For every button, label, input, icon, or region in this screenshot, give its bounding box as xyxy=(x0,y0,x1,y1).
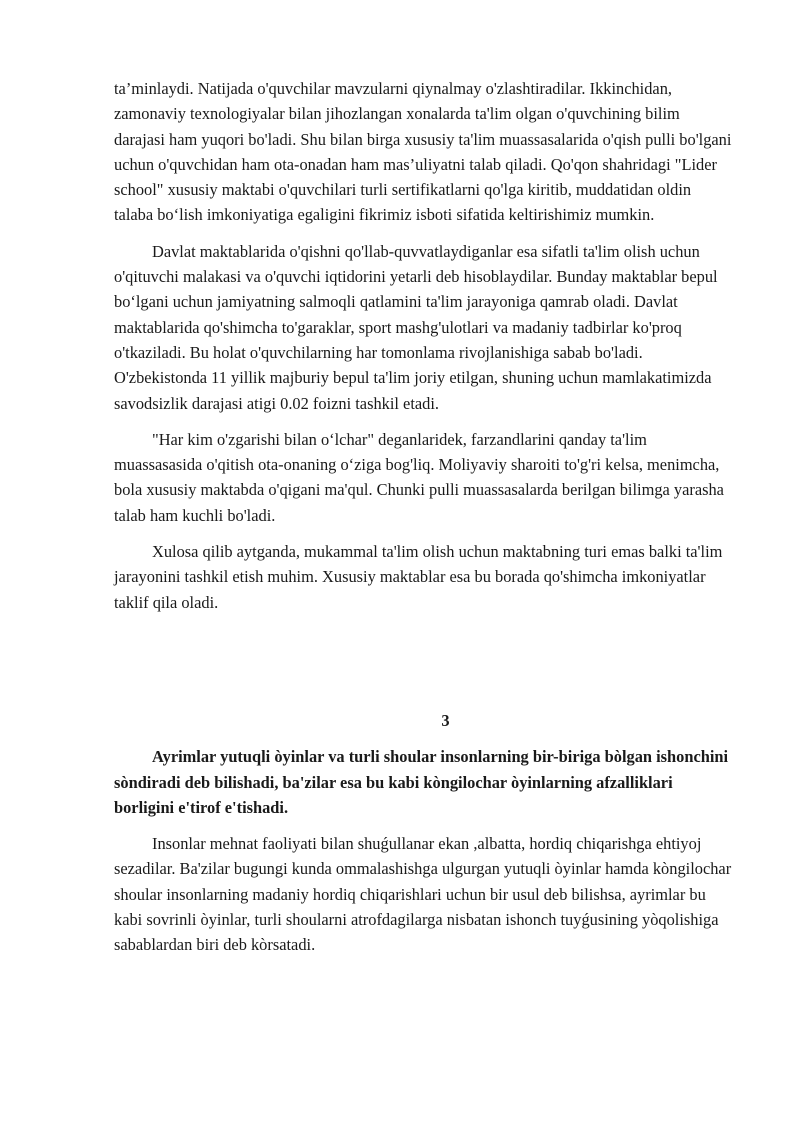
paragraph-2: Davlat maktablarida o'qishni qo'llab-quvvatlaydiganlar esa sifatli ta'lim olish uchun o'qituvchi malakasi va o'quvchi iqtidorini yetarli deb hisoblaydilar. Bunday maktablar bepul bo‘lgani uchun jamiyatning salmoqli qatlamini ta'lim jarayoniga qamrab oladi. Davlat maktablarida qo'shimcha to'garaklar, sport mashg'ulotlari va madaniy tadbirlar ko'proq o'tkaziladi. Bu holat o'quvchilarning har tomonlama rivojlanishiga sabab bo'ladi. O'zbekistonda 11 yillik majburiy bepul ta'lim joriy etilgan, shuning uchun mamlakatimizda savodsizlik darajasi atigi 0.02 foizni tashkil etadi. xyxy=(114,241,718,413)
paragraph-5: Insonlar mehnat faoliyati bilan shuǵullanar ekan ,albatta, hordiq chiqarishga ehtiyoj sezadilar. Ba'zilar bugungi kunda ommalashishga ulgurgan yutuqli òyinlar hamda kòngilochar shoular insonlarning madaniy hordiq chiqarishlari uchun bir usul deb bilishsa, ayrimlar bu kabi sovrinli òyinlar, turli shoularni atrofdagilarga nisbatan ishonch tuyǵusining yòqolishiga sabablardan biri deb kòrsatadi. xyxy=(114,834,732,955)
paragraph-4: Xulosa qilib aytganda, mukammal ta'lim olish uchun maktabning turi emas balki ta'lim jarayonini tashkil etish muhim. Xususiy maktablar esa bu borada qo'shimcha imkoniyatlar taklif qila oladi. xyxy=(114,542,723,612)
section-heading: Ayrimlar yutuqli òyinlar va turli shoular insonlarning bir-biriga bòlgan ishonchini sòndiradi deb bilishadi, ba'zilar esa bu kabi kòngilochar òyinlarning afzalliklari borligini e'tirof e'tishadi. xyxy=(114,747,729,817)
section-number: 3 xyxy=(441,710,450,730)
heading-spacer xyxy=(114,733,734,744)
document-page xyxy=(114,76,734,969)
paragraph-1: ta’minlaydi. Natijada o'quvchilar mavzularni qiynalmay o'zlashtiradilar. Ikkinchidan, zamonaviy texnologiyalar bilan jihozlangan xonalarda ta'lim olgan o'quvchining bilim darajasi ham yuqori bo'ladi. Shu bilan birga xususiy ta'lim muassasalarida o'qish pulli bo'lgani uchun o'quvchidan ham ota-onadan ham mas’uliyatni talab qiladi. Qo'qon shahridagi "Lider school" xususiy maktabi o'quvchilari turli sertifikatlarni qo'lga kiritib, muddatidan oldin talaba bo‘lish imkoniyatiga egaligini fikrimiz isboti sifatida keltirishimiz mumkin. xyxy=(114,79,732,225)
paragraph-3: "Har kim o'zgarishi bilan o‘lchar" deganlaridek, farzandlarini qanday ta'lim muassasasida o'qitish ota-onaning o‘ziga bog'liq. Moliyaviy sharoiti to'g'ri kelsa, menimcha, bola xususiy maktabda o'qigani ma'qul. Chunki pulli muassasalarda berilgan bilimga yarasha talab ham kuchli bo'ladi. xyxy=(114,429,724,525)
section-spacer xyxy=(114,626,734,708)
